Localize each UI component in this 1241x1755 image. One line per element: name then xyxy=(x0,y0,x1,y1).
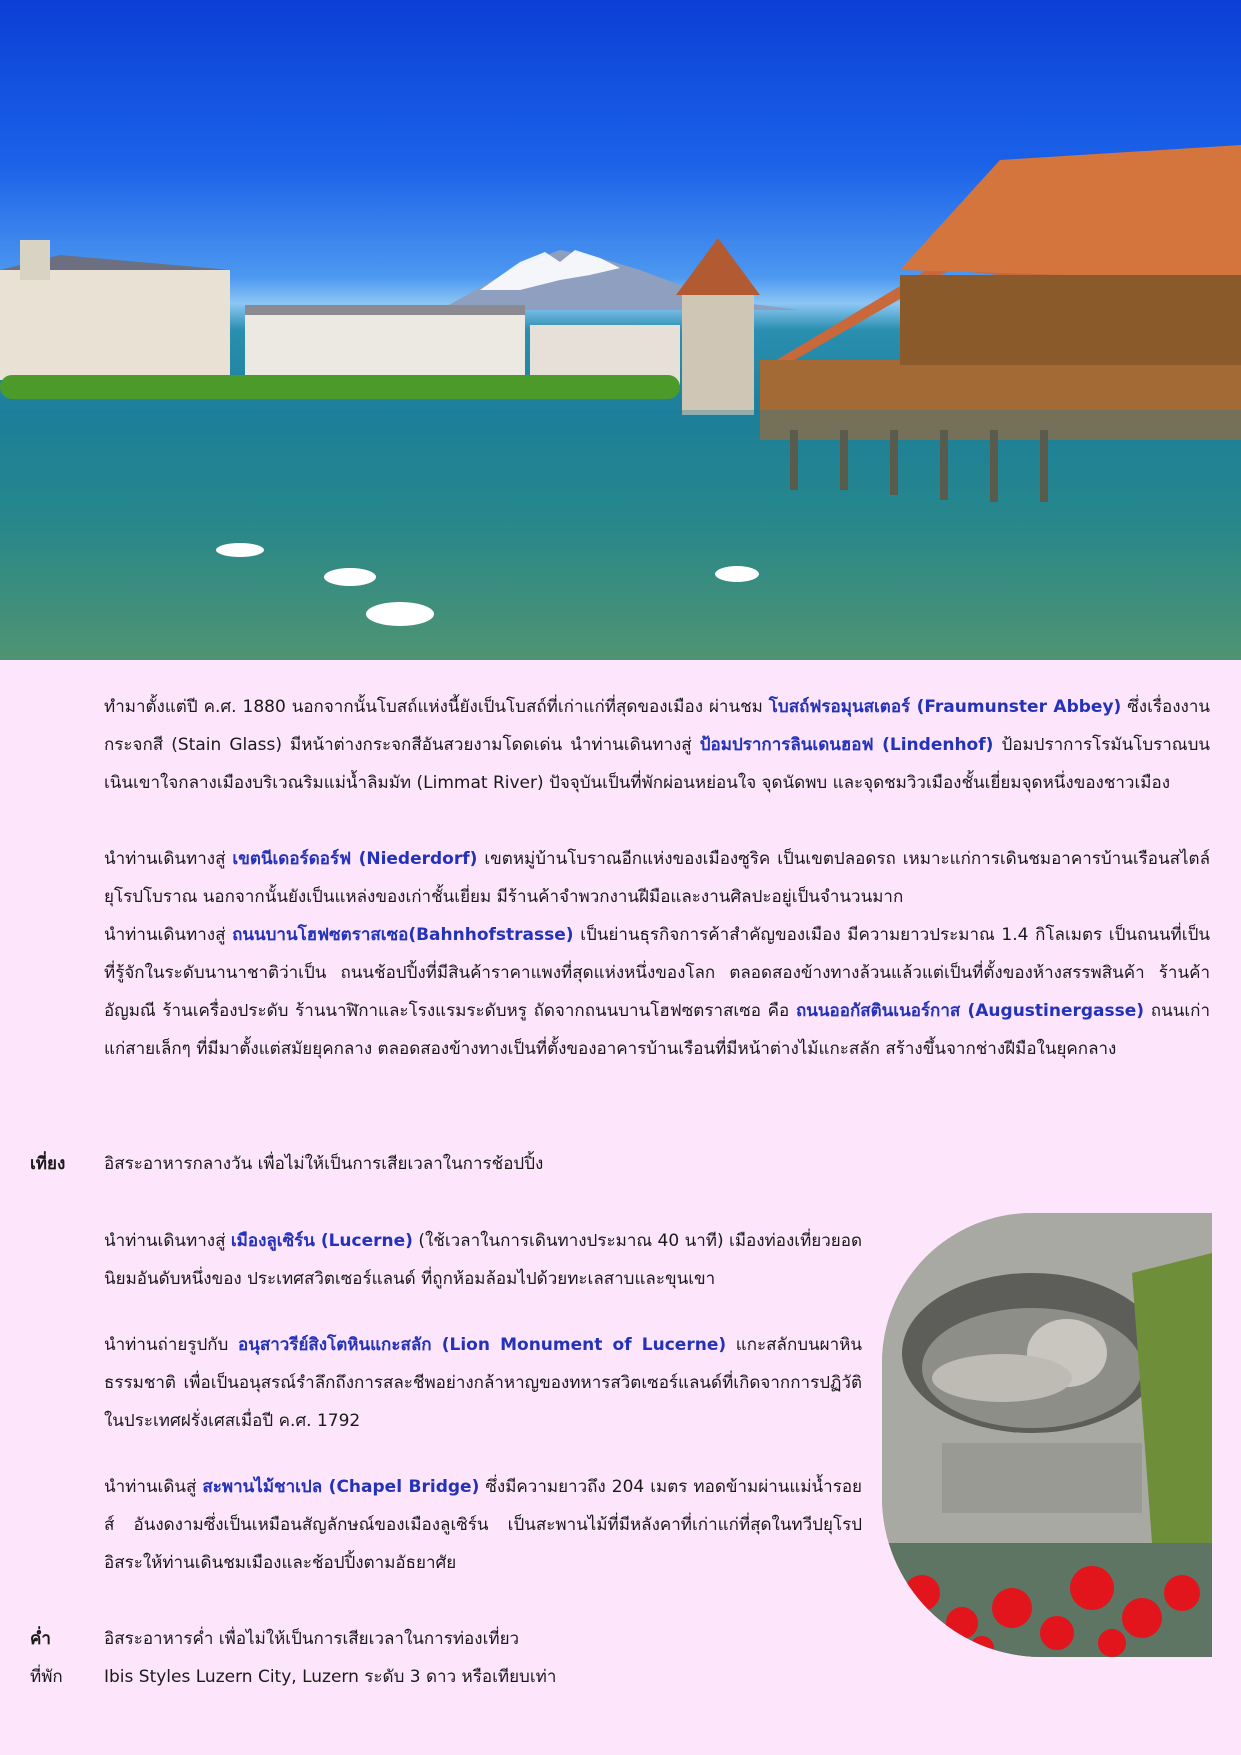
lucerne-highlight: เมืองลูเซิร์น (Lucerne) xyxy=(230,1231,413,1251)
niederdorf-highlight: เขตนีเดอร์ดอร์ฟ (Niederdorf) xyxy=(232,849,478,869)
lion-monument-photo xyxy=(882,1213,1212,1657)
dinner-text: อิสระอาหารค่ำ เพื่อไม่ให้เป็นการเสียเวลาในการท่องเที่ยว xyxy=(104,1629,520,1649)
lucerne-paragraph: นำท่านเดินทางสู่ เมืองลูเซิร์น (Lucerne) (ใช้เวลาในการเดินทางประมาณ 40 นาที) เมืองท่องเที่ยวยอดนิยมอันดับหนึ่งของ ประเทศสวิตเซอร์แลนด์ ที่ถูกห้อมล้อมไปด้วยทะเลสาบและขุนเขา xyxy=(104,1231,862,1289)
lion-monument-highlight: อนุสาวรีย์สิงโตหินแกะสลัก (Lion Monument of Lucerne) xyxy=(238,1335,727,1355)
intro-paragraph: ทำมาตั้งแต่ปี ค.ศ. 1880 นอกจากนั้นโบสถ์แห่งนี้ยังเป็นโบสถ์ที่เก่าแก่ที่สุดของเมือง ผ่านชม โบสถ์ฟรอมุนสเตอร์ (Fraumunster Abbey) ซึ่งเรื่องงานกระจกสี (Stain Glass) มีหน้าต่างกระจกสีอันสวยงามโดดเด่น นำท่านเดินทางสู่ ป้อมปราการลินเดนฮอฟ (Lindenhof) ป้อมปราการโรมันโบราณบนเนินเขาใจกลางเมืองบริเวณริมแม่น้ำลิมมัท (Limmat River) ปัจจุบันเป็นที่พักผ่อนหย่อนใจ จุดนัดพบ และจุดชมวิวเมืองชั้นเยี่ยมจุดหนึ่งของชาวเมือง xyxy=(104,697,1211,793)
bahnhofstrasse-paragraph: นำท่านเดินทางสู่ ถนนบานโฮฟซตราสเซอ(Bahnhofstrasse) เป็นย่านธุรกิจการค้าสำคัญของเมือง มีความยาวประมาณ 1.4 กิโลเมตร เป็นถนนที่เป็นที่รู้จักในระดับนานาชาติว่าเป็น ถนนช้อปปิ้งที่มีสินค้าราคาแพงที่สุดแห่งหนึ่งของโลก ตลอดสองข้างทางล้วนแล้วแต่เป็นที่ตั้งของห้างสรรพสินค้า ร้านค้าอัญมณี ร้านเครื่องประดับ ร้านนาฬิกาและโรงแรมระดับหรู ถัดจากถนนบานโฮฟซตราสเซอ คือ ถนนออกัสตินเนอร์กาส (Augustinergasse) ถนนเก่าแก่สายเล็กๆ ที่มีมาตั้งแต่สมัยยุคกลาง ตลอดสองข้างทางเป็นที่ตั้งของอาคารบ้านเรือนที่มีหน้าต่างไม้แกะสลัก สร้างขึ้นจากช่างฝีมือในยุคกลาง xyxy=(104,925,1210,1059)
chapel-bridge-highlight: สะพานไม้ชาเปล (Chapel Bridge) xyxy=(202,1477,480,1497)
lunch-label: เที่ยง xyxy=(30,1154,66,1174)
niederdorf-paragraph: นำท่านเดินทางสู่ เขตนีเดอร์ดอร์ฟ (Niederdorf) เขตหมู่บ้านโบราณอีกแห่งของเมืองซูริค เป็นเขตปลอดรถ เหมาะแก่การเดินชมอาคารบ้านเรือนสไตล์ยุโรปโบราณ นอกจากนั้นยังเป็นแหล่งของเก่าชั้นเยี่ยม มีร้านค้าจำพวกงานฝีมือและงานศิลปะอยู่เป็นจำนวนมาก xyxy=(104,849,1210,907)
lindenhof-highlight: ป้อมปราการลินเดนฮอฟ (Lindenhof) xyxy=(699,735,994,755)
chapel-bridge-paragraph: นำท่านเดินสู่ สะพานไม้ชาเปล (Chapel Bridge) ซึ่งมีความยาวถึง 204 เมตร ทอดข้ามผ่านแม่น้ำรอยส์ อันงดงามซึ่งเป็นเหมือนสัญลักษณ์ของเมืองลูเซิร์น เป็นสะพานไม้ที่มีหลังคาที่เก่าแก่ที่สุดในทวีปยุโรป อิสระให้ท่านเดินชมเมืองและช้อปปิ้งตามอัธยาศัย xyxy=(104,1477,862,1573)
hotel-label: ที่พัก xyxy=(30,1667,63,1687)
chapel-bridge-illustration xyxy=(0,0,1241,660)
lunch-text: อิสระอาหารกลางวัน เพื่อไม่ให้เป็นการเสียเวลาในการช้อปปิ้ง xyxy=(104,1154,544,1174)
bahnhofstrasse-highlight: ถนนบานโฮฟซตราสเซอ(Bahnhofstrasse) xyxy=(232,925,574,945)
lion-monument-paragraph: นำท่านถ่ายรูปกับ อนุสาวรีย์สิงโตหินแกะสลัก (Lion Monument of Lucerne) แกะสลักบนผาหินธรรมชาติ เพื่อเป็นอนุสรณ์รำลึกถึงการสละชีพอย่างกล้าหาญของทหารสวิตเซอร์แลนด์ที่เกิดจากการปฏิวัติในประเทศฝรั่งเศสเมื่อปี ค.ศ. 1792 xyxy=(104,1335,862,1431)
lion-monument-illustration xyxy=(882,1213,1212,1657)
hotel-text: Ibis Styles Luzern City, Luzern ระดับ 3 ดาว หรือเทียบเท่า xyxy=(104,1667,557,1687)
augustinergasse-highlight: ถนนออกัสตินเนอร์กาส (Augustinergasse) xyxy=(795,1001,1145,1021)
dinner-label: ค่ำ xyxy=(30,1629,51,1649)
hero-photo xyxy=(0,0,1241,660)
fraumunster-highlight: โบสถ์ฟรอมุนสเตอร์ (Fraumunster Abbey) xyxy=(768,697,1122,717)
